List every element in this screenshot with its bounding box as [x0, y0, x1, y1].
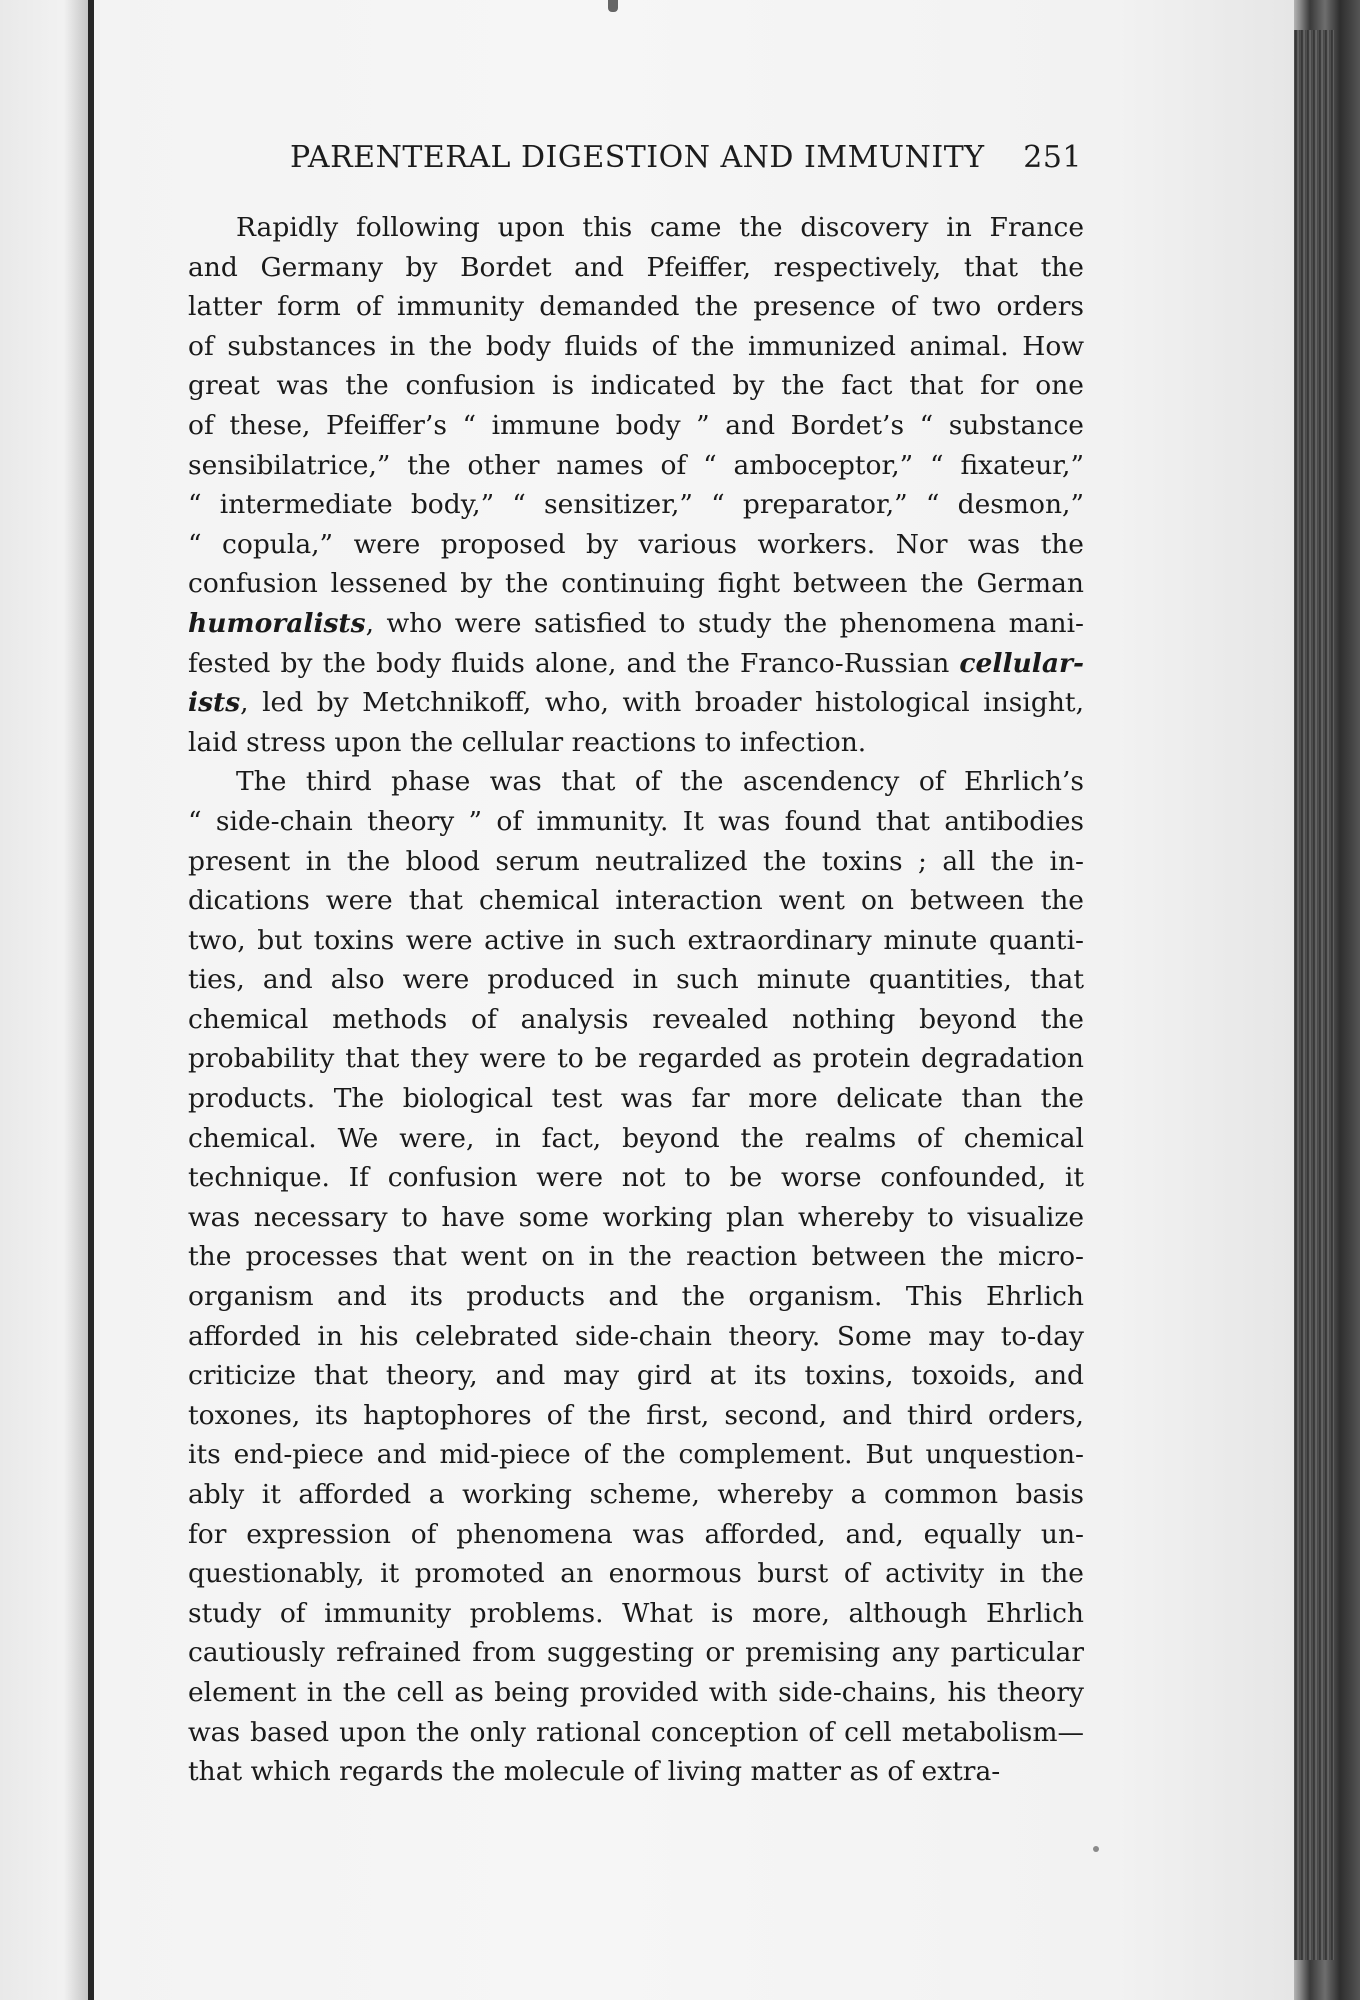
text-line [188, 1475, 1084, 1515]
text-segment: two, but toxins were active in such extraordinary minute quanti- [188, 924, 1084, 956]
text-segment: of these, Pfeiffer’s “ immune body ” and Bordet’s “ substance [188, 409, 1084, 441]
text-line [188, 683, 1084, 723]
scan-artifact-mark [608, 0, 618, 12]
text-line [188, 604, 1084, 644]
text-line [188, 644, 1084, 684]
text-line [188, 1039, 1084, 1079]
text-line [188, 1119, 1084, 1159]
text-segment: The third phase was that of the ascendency of Ehrlich’s [236, 766, 1084, 798]
text-line [188, 762, 1084, 802]
scan-artifact-dot [1093, 1846, 1099, 1852]
text-line [188, 960, 1084, 1000]
running-head-title: PARENTERAL DIGESTION AND IMMUNITY [290, 140, 985, 175]
text-line [188, 1277, 1084, 1317]
text-line [188, 1079, 1084, 1119]
text-segment: ties, and also were produced in such minute quantities, that [188, 964, 1084, 996]
text-segment: study of immunity problems. What is more, although Ehrlich [188, 1597, 1084, 1629]
text-line [188, 485, 1084, 525]
text-segment: ably it afforded a working scheme, whereby a common basis [188, 1479, 1084, 1510]
text-segment: cautiously refrained from suggesting or premising any particular [188, 1637, 1084, 1669]
text-segment: questionably, it promoted an enormous burst of activity in the [188, 1558, 1084, 1590]
text-segment: element in the cell as being provided with side-chains, his theory [188, 1676, 1084, 1708]
book-page-edges [1294, 30, 1334, 1960]
text-line [188, 1594, 1084, 1634]
text-segment: was based upon the only rational conception of cell metabolism— [188, 1716, 1084, 1748]
text-segment: laid stress upon the cellular reactions to infection. [188, 726, 867, 758]
text-line [188, 564, 1084, 604]
paragraph [188, 208, 1084, 762]
book-spine-edge [88, 0, 94, 2000]
text-segment: for expression of phenomena was afforded, and, equally un- [188, 1518, 1084, 1550]
text-line [188, 1515, 1084, 1555]
text-line [188, 881, 1084, 921]
text-segment: latter form of immunity demanded the presence of two orders [188, 291, 1084, 323]
text-segment: afforded in his celebrated side-chain theory. Some may to-day [188, 1320, 1084, 1352]
text-segment: and Germany by Bordet and Pfeiffer, respectively, that the [188, 251, 1084, 283]
text-line [188, 1673, 1084, 1713]
page-number: 251 [1023, 140, 1082, 175]
text-segment: criticize that theory, and may gird at its toxins, toxoids, and [188, 1360, 1084, 1392]
text-segment: probability that they were to be regarded as protein degradation [188, 1043, 1084, 1075]
text-line [188, 208, 1084, 248]
text-segment: , who were satisfied to study the phenomena mani- [365, 607, 1084, 639]
text-segment: “ copula,” were proposed by various workers. Nor was the [188, 528, 1084, 560]
text-line [188, 446, 1084, 486]
text-line [188, 842, 1084, 882]
body-text [188, 208, 1084, 1792]
text-segment: fested by the body fluids alone, and the Franco-Russian [188, 647, 960, 679]
italic-term: humoralists [188, 607, 366, 639]
text-segment: technique. If confusion were not to be worse confounded, it [188, 1162, 1084, 1194]
text-segment: confusion lessened by the continuing fight between the German [188, 568, 1084, 600]
text-segment: , led by Metchnikoff, who, with broader histological insight, [240, 687, 1084, 719]
text-line [188, 1435, 1084, 1475]
text-segment: “ intermediate body,” “ sensitizer,” “ preparator,” “ desmon,” [188, 489, 1084, 521]
text-segment: chemical. We were, in fact, beyond the realms of chemical [188, 1122, 1084, 1154]
paragraph [188, 762, 1084, 1791]
text-segment: great was the confusion is indicated by the fact that for one [188, 370, 1084, 402]
text-line [188, 327, 1084, 367]
text-line [188, 1396, 1084, 1436]
text-segment: Rapidly following upon this came the discovery in France [236, 212, 1084, 243]
text-line [188, 248, 1084, 288]
text-line [188, 1158, 1084, 1198]
text-line [188, 1633, 1084, 1673]
text-line [188, 366, 1084, 406]
italic-term: cellular- [959, 647, 1084, 679]
text-segment: of substances in the body fluids of the immunized animal. How [188, 330, 1084, 362]
text-line [188, 1198, 1084, 1238]
text-line [188, 1317, 1084, 1357]
text-line [188, 406, 1084, 446]
text-segment: toxones, its haptophores of the first, second, and third orders, [188, 1399, 1084, 1431]
text-segment: its end-piece and mid-piece of the complement. But unquestion- [188, 1439, 1084, 1471]
text-line [188, 723, 1084, 763]
text-segment: organism and its products and the organism. This Ehrlich [188, 1281, 1084, 1313]
text-line [188, 1554, 1084, 1594]
text-segment: “ side-chain theory ” of immunity. It was found that antibodies [188, 805, 1084, 837]
text-line [188, 802, 1084, 842]
text-line [188, 1713, 1084, 1753]
text-segment: present in the blood serum neutralized the toxins ; all the in- [188, 845, 1084, 877]
text-line [188, 287, 1084, 327]
text-line [188, 1000, 1084, 1040]
text-line [188, 525, 1084, 565]
text-segment: was necessary to have some working plan whereby to visualize [188, 1201, 1084, 1233]
running-head [290, 140, 1082, 175]
text-segment: that which regards the molecule of living matter as of extra- [188, 1756, 1001, 1788]
text-line [188, 1752, 1084, 1792]
italic-term: ists [188, 687, 241, 719]
text-line [188, 1356, 1084, 1396]
text-line [188, 921, 1084, 961]
text-segment: the processes that went on in the reaction between the micro- [188, 1241, 1084, 1273]
text-segment: sensibilatrice,” the other names of “ amboceptor,” “ fixateur,” [188, 449, 1084, 481]
spine-shadow [64, 0, 88, 2000]
text-segment: dications were that chemical interaction went on between the [188, 885, 1084, 917]
text-segment: chemical methods of analysis revealed nothing beyond the [188, 1003, 1084, 1035]
text-line [188, 1237, 1084, 1277]
text-segment: products. The biological test was far more delicate than the [188, 1083, 1084, 1115]
